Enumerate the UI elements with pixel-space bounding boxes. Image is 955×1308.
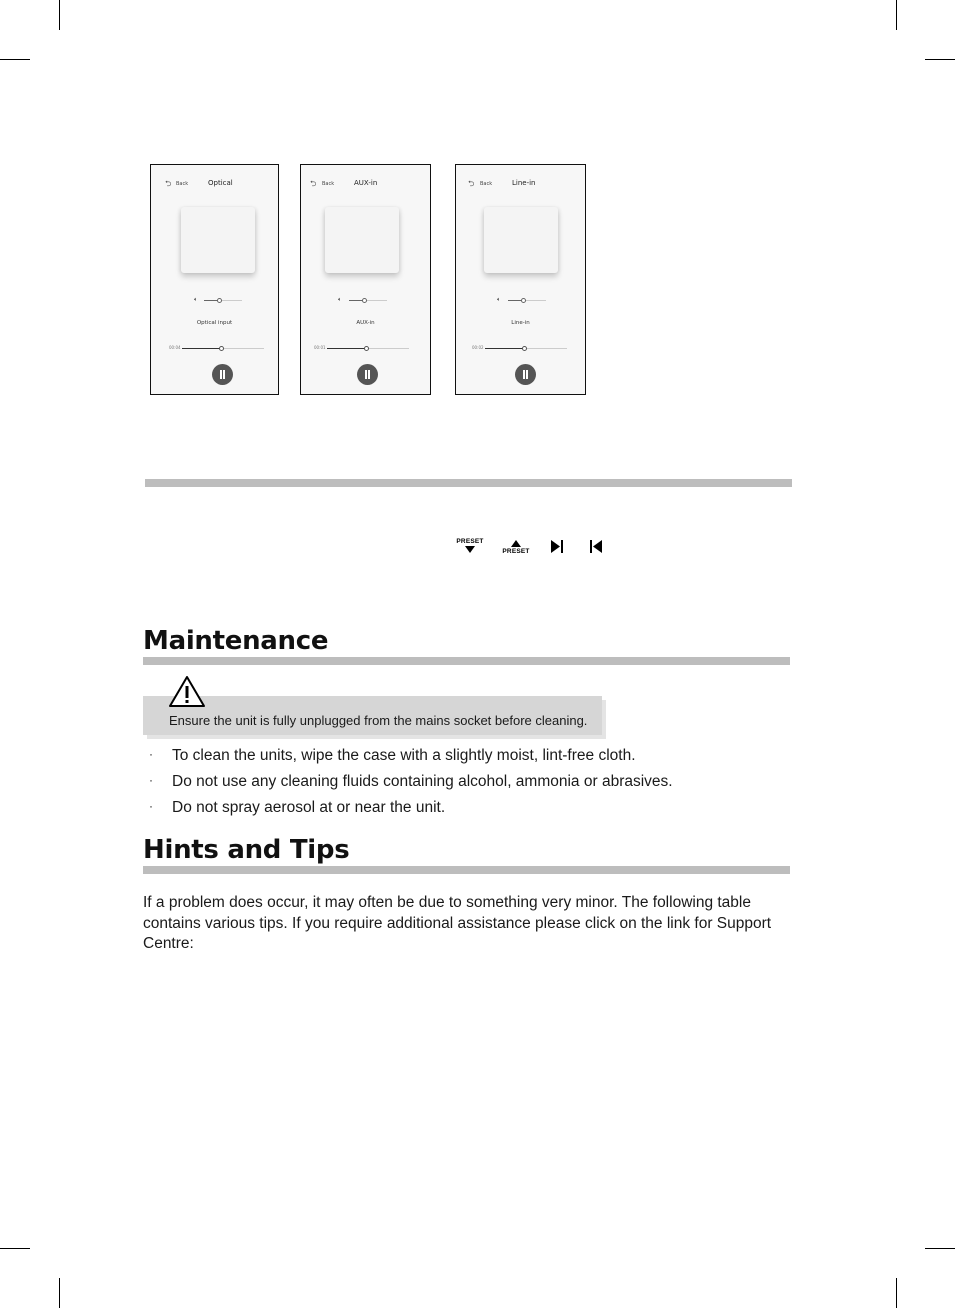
bullet-text: Do not spray aerosol at or near the unit. xyxy=(172,799,446,816)
preset-up-icon xyxy=(502,540,530,555)
app-screen-aux-in xyxy=(300,164,431,395)
input-source-label: Line-in xyxy=(511,320,530,326)
pause-button[interactable] xyxy=(357,364,378,385)
album-art xyxy=(325,207,399,273)
elapsed-time: 00:02 xyxy=(472,345,484,350)
progress-slider[interactable] xyxy=(327,348,409,349)
progress-slider[interactable] xyxy=(182,348,264,349)
bullet-text: To clean the units, wipe the case with a slightly moist, lint-free cloth. xyxy=(172,747,636,764)
back-arrow-icon[interactable]: ⮌ xyxy=(468,179,475,188)
preset-down-icon xyxy=(456,538,484,553)
screen-title: Line-in xyxy=(512,179,536,187)
crop-mark xyxy=(925,1248,955,1249)
screen-title: AUX-in xyxy=(354,179,378,187)
warning-box xyxy=(143,696,602,735)
crop-mark xyxy=(896,0,897,30)
speaker-icon: 🔈︎ xyxy=(194,296,198,303)
preset-up-label: PRESET xyxy=(502,548,530,555)
elapsed-time: 00:04 xyxy=(169,345,181,350)
preset-down-label: PRESET xyxy=(456,538,484,545)
album-art xyxy=(484,207,558,273)
pause-button[interactable] xyxy=(515,364,536,385)
input-source-label: Optical input xyxy=(196,320,233,326)
volume-slider[interactable] xyxy=(349,300,387,301)
warning-icon xyxy=(168,675,206,708)
app-screen-line-in xyxy=(455,164,586,395)
hints-heading: Hints and Tips xyxy=(143,835,350,865)
album-art xyxy=(181,207,255,273)
crop-mark xyxy=(59,0,60,30)
bullet-text: Do not use any cleaning fluids containing alcohol, ammonia or abrasives. xyxy=(172,773,673,790)
back-button-label[interactable]: Back xyxy=(480,181,493,187)
hints-underline xyxy=(143,866,790,874)
speaker-icon: 🔈︎ xyxy=(338,296,342,303)
back-arrow-icon[interactable]: ⮌ xyxy=(310,179,317,188)
crop-mark xyxy=(925,59,955,60)
back-arrow-icon[interactable]: ⮌ xyxy=(165,179,172,188)
input-source-label: AUX-in xyxy=(356,320,375,326)
speaker-icon: 🔈︎ xyxy=(497,296,501,303)
elapsed-time: 00:01 xyxy=(314,345,326,350)
bullet-dot: · xyxy=(149,799,153,813)
back-button-label[interactable]: Back xyxy=(176,181,189,187)
previous-track-icon xyxy=(589,540,603,553)
progress-slider[interactable] xyxy=(485,348,567,349)
screen-title: Optical xyxy=(208,179,233,187)
crop-mark xyxy=(0,1248,30,1249)
pause-button[interactable] xyxy=(212,364,233,385)
volume-slider[interactable] xyxy=(508,300,546,301)
maintenance-underline xyxy=(143,657,790,665)
app-screen-optical xyxy=(150,164,279,395)
hints-paragraph: If a problem does occur, it may often be due to something very minor. The following table contains various tips. If you require additional assistance please click on the link for Support Centre: xyxy=(143,894,772,952)
bullet-dot: · xyxy=(149,773,153,787)
section-divider xyxy=(145,479,792,487)
maintenance-heading: Maintenance xyxy=(143,626,329,656)
crop-mark xyxy=(896,1278,897,1308)
bullet-dot: · xyxy=(149,747,153,761)
crop-mark xyxy=(59,1278,60,1308)
next-track-icon xyxy=(550,540,564,553)
volume-slider[interactable] xyxy=(204,300,242,301)
crop-mark xyxy=(0,59,30,60)
warning-text: Ensure the unit is fully unplugged from the mains socket before cleaning. xyxy=(169,713,588,728)
back-button-label[interactable]: Back xyxy=(322,181,335,187)
